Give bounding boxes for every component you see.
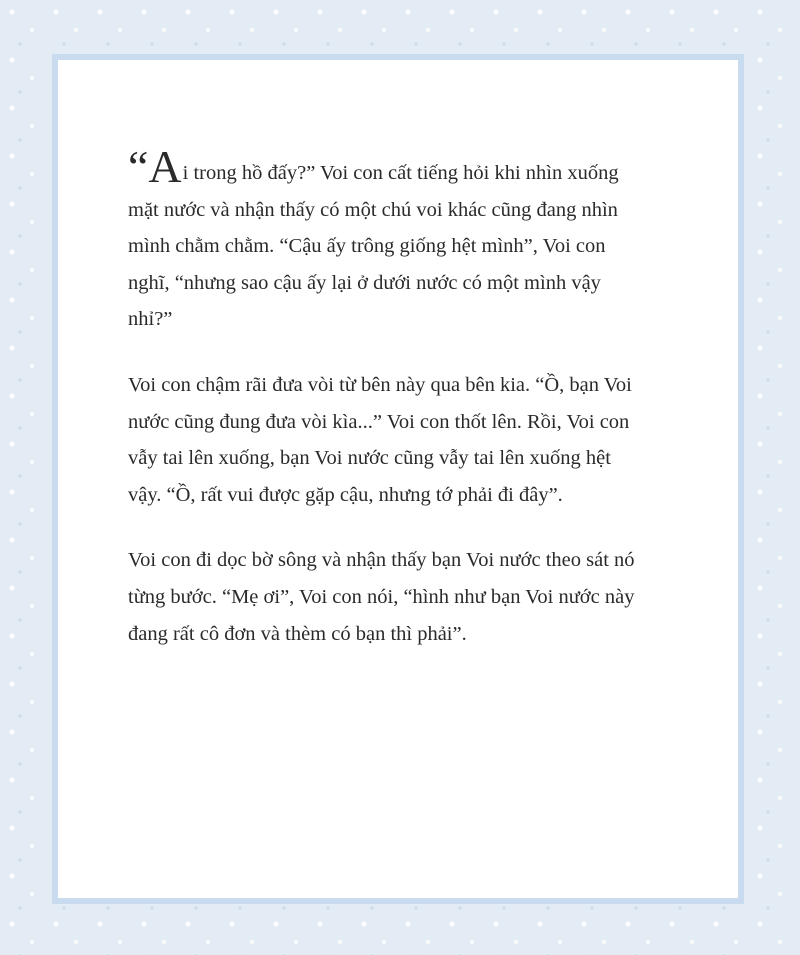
story-paragraph-1: [128, 141, 648, 338]
story-text: [128, 141, 648, 681]
paragraph-1-text: i trong hồ đấy?” Voi con cất tiếng hỏi khi nhìn xuống mặt nước và nhận thấy có một chú voi khác cũng đang nhìn mình chằm chằm. “Cậu ấy trông giống hệt mình”, Voi con nghĩ, “nhưng sao cậu ấy lại ở dưới nước có một mình vậy nhỉ?”: [128, 162, 619, 331]
drop-cap: [128, 141, 182, 192]
story-paragraph-2: Voi con chậm rãi đưa vòi từ bên này qua bên kia. “Ồ, bạn Voi nước cũng đung đưa vòi kìa...” Voi con thốt lên. Rồi, Voi con vẫy tai lên xuống, bạn Voi nước cũng vẫy tai lên xuống hệt vậy. “Ồ, rất vui được gặp cậu, nhưng tớ phải đi đây”.: [128, 373, 632, 506]
drop-cap-quote: “: [128, 141, 149, 192]
drop-cap-letter: A: [148, 141, 182, 192]
story-paragraph-3: Voi con đi dọc bờ sông và nhận thấy bạn Voi nước theo sát nó từng bước. “Mẹ ơi”, Voi con nói, “hình như bạn Voi nước này đang rất cô đơn và thèm có bạn thì phải”.: [128, 549, 635, 645]
